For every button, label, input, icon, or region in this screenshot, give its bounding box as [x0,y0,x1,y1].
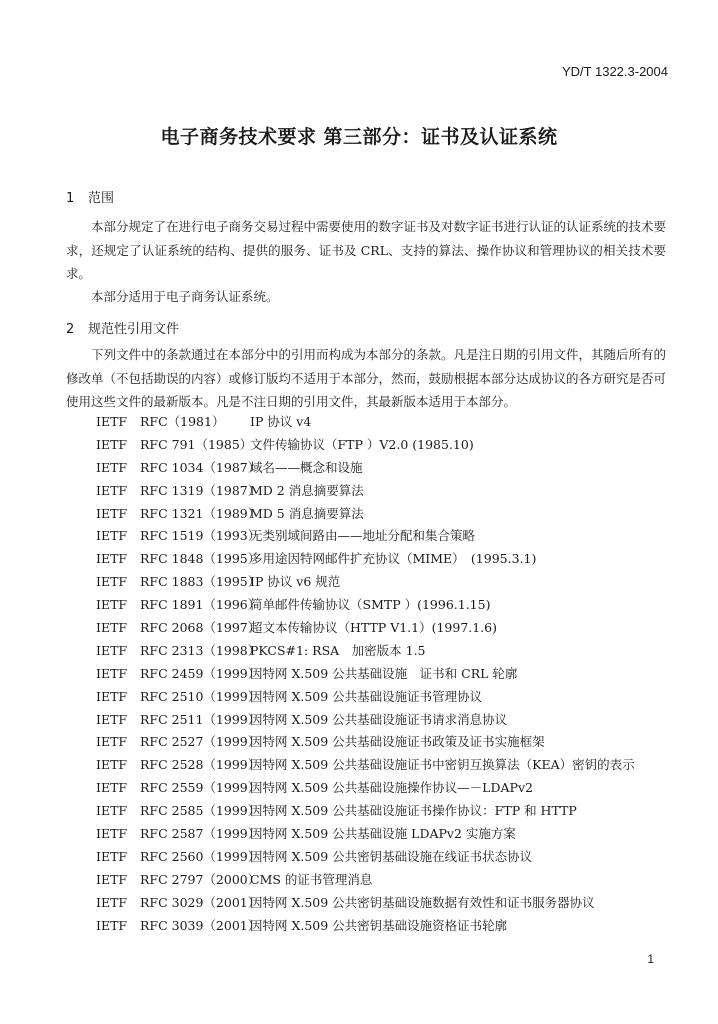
reference-doc-id: RFC 2313（1998） [140,642,261,658]
reference-org: IETF [96,482,128,498]
section-2-heading [66,318,179,337]
reference-title: 超文本传输协议（HTTP V1.1）(1997.1.6) [250,620,498,636]
reference-org: IETF [96,505,128,521]
reference-item [96,525,635,548]
reference-title: 简单邮件传输协议（SMTP ）(1996.1.15) [250,597,491,613]
reference-item [96,503,635,526]
reference-doc-id: RFC 1319（1987） [140,482,261,498]
reference-item [96,571,635,594]
reference-org: IETF [96,414,128,429]
reference-org: IETF [96,642,128,658]
reference-title: IP 协议 v6 规范 [250,574,341,590]
reference-org: IETF [96,436,128,452]
reference-org: IETF [96,871,128,887]
reference-doc-id: RFC 2528（1999） [140,757,261,773]
reference-item [96,731,635,754]
reference-title: 因特网 X.509 公共基础设施证书操作协议：FTP 和 HTTP [250,803,577,819]
reference-title: 因特网 X.509 公共基础设施 LDAPv2 实施方案 [250,826,516,842]
reference-item [96,480,635,503]
reference-doc-id: RFC 791（1985） [140,436,253,452]
reference-doc-id: RFC 2068（1997） [140,620,261,636]
reference-org: IETF [96,780,128,796]
reference-doc-id: RFC 3029（2001） [140,894,261,910]
reference-title: IP 协议 v4 [250,414,312,429]
reference-title: MD 2 消息摘要算法 [250,482,364,498]
reference-list [96,411,635,937]
reference-org: IETF [96,665,128,681]
reference-doc-id: RFC 2459（1999） [140,665,261,681]
reference-org: IETF [96,894,128,910]
reference-doc-id: RFC 3039（2001） [140,917,261,933]
reference-item [96,457,635,480]
section-2-number: 2 [66,322,75,337]
reference-item [96,869,635,892]
reference-title: CMS 的证书管理消息 [250,871,373,887]
reference-doc-id: RFC 1848（1995） [140,551,261,567]
reference-doc-id: RFC（1981） [140,414,225,429]
reference-title: 因特网 X.509 公共基础设施操作协议—－LDAPv2 [250,780,533,796]
reference-doc-id: RFC 2560（1999） [140,848,261,864]
document-title: 电子商务技术要求 第三部分：证书及认证系统 [160,126,558,148]
reference-title: 因特网 X.509 公共基础设施 证书和 CRL 轮廓 [250,665,518,681]
reference-doc-id: RFC 2559（1999） [140,780,261,796]
reference-doc-id: RFC 1891（1996） [140,597,261,613]
standard-code: YD/T 1322.3-2004 [562,64,668,79]
section-1-paragraph-2: 本部分适用于电子商务认证系统。 [91,289,279,304]
reference-item [96,777,635,800]
page-number: 1 [647,952,654,966]
section-1-heading [66,187,114,206]
section-2-title: 规范性引用文件 [88,322,180,337]
reference-item [96,709,635,732]
reference-org: IETF [96,620,128,636]
reference-title: 因特网 X.509 公共基础设施证书政策及证书实施框架 [250,734,545,750]
reference-doc-id: RFC 1034（1987） [140,459,261,475]
reference-title: 因特网 X.509 公共密钥基础设施资格证书轮廓 [250,917,508,933]
reference-title: MD 5 消息摘要算法 [250,505,364,521]
reference-doc-id: RFC 2527（1999） [140,734,261,750]
reference-org: IETF [96,803,128,819]
reference-item [96,411,635,434]
reference-title: 因特网 X.509 公共密钥基础设施在线证书状态协议 [250,848,533,864]
reference-doc-id: RFC 1883（1995） [140,574,261,590]
reference-item [96,915,635,938]
reference-item [96,846,635,869]
reference-org: IETF [96,848,128,864]
reference-org: IETF [96,551,128,567]
reference-item [96,594,635,617]
section-1-title: 范围 [88,191,115,206]
reference-org: IETF [96,528,128,544]
reference-doc-id: RFC 2587（1999） [140,826,261,842]
reference-title: 文件传输协议（FTP ）V2.0 (1985.10) [250,436,474,452]
reference-title: 因特网 X.509 公共基础设施证书请求消息协议 [250,711,508,727]
reference-item [96,434,635,457]
reference-item [96,686,635,709]
reference-title: 因特网 X.509 公共基础设施证书中密钥互换算法（KEA）密钥的表示 [250,757,635,773]
reference-org: IETF [96,734,128,750]
reference-item [96,892,635,915]
reference-doc-id: RFC 2797（2000） [140,871,261,887]
reference-org: IETF [96,757,128,773]
reference-org: IETF [96,917,128,933]
reference-title: 无类别域间路由——地址分配和集合策略 [250,528,476,544]
section-2-intro: 下列文件中的条款通过在本部分中的引用而构成为本部分的条款。凡是注日期的引用文件，其随后所有的修改单（不包括勘误的内容）或修订版均不适用于本部分，然而，鼓励根据本部分达成协议的各方研究是否可使用这些文件的最新版本。凡是不注日期的引用文件，其最新版本适用于本部分。 [66,347,667,409]
reference-org: IETF [96,459,128,475]
reference-org: IETF [96,597,128,613]
reference-org: IETF [96,826,128,842]
reference-doc-id: RFC 1519（1993） [140,528,261,544]
reference-title: 因特网 X.509 公共密钥基础设施数据有效性和证书服务器协议 [250,894,595,910]
reference-doc-id: RFC 2585（1999） [140,803,261,819]
reference-item [96,754,635,777]
reference-title: PKCS#1: RSA 加密版本 1.5 [250,642,426,658]
reference-org: IETF [96,574,128,590]
reference-item [96,640,635,663]
reference-doc-id: RFC 1321（1989） [140,505,261,521]
reference-item [96,548,635,571]
reference-item [96,617,635,640]
section-1-number: 1 [66,191,75,206]
section-1-paragraph-1: 本部分规定了在进行电子商务交易过程中需要使用的数字证书及对数字证书进行认证的认证系统的技术要求，还规定了认证系统的结构、提供的服务、证书及 CRL、支持的算法、操作协议和管理协议的相关技术要求。 [66,219,667,281]
reference-item [96,823,635,846]
reference-org: IETF [96,711,128,727]
reference-title: 因特网 X.509 公共基础设施证书管理协议 [250,688,483,704]
reference-doc-id: RFC 2511（1999） [140,711,261,727]
reference-title: 多用途因特网邮件扩充协议（MIME） (1995.3.1) [250,551,537,567]
reference-org: IETF [96,688,128,704]
reference-item [96,800,635,823]
reference-item [96,663,635,686]
reference-title: 域名——概念和设施 [250,459,363,475]
reference-doc-id: RFC 2510（1999） [140,688,261,704]
